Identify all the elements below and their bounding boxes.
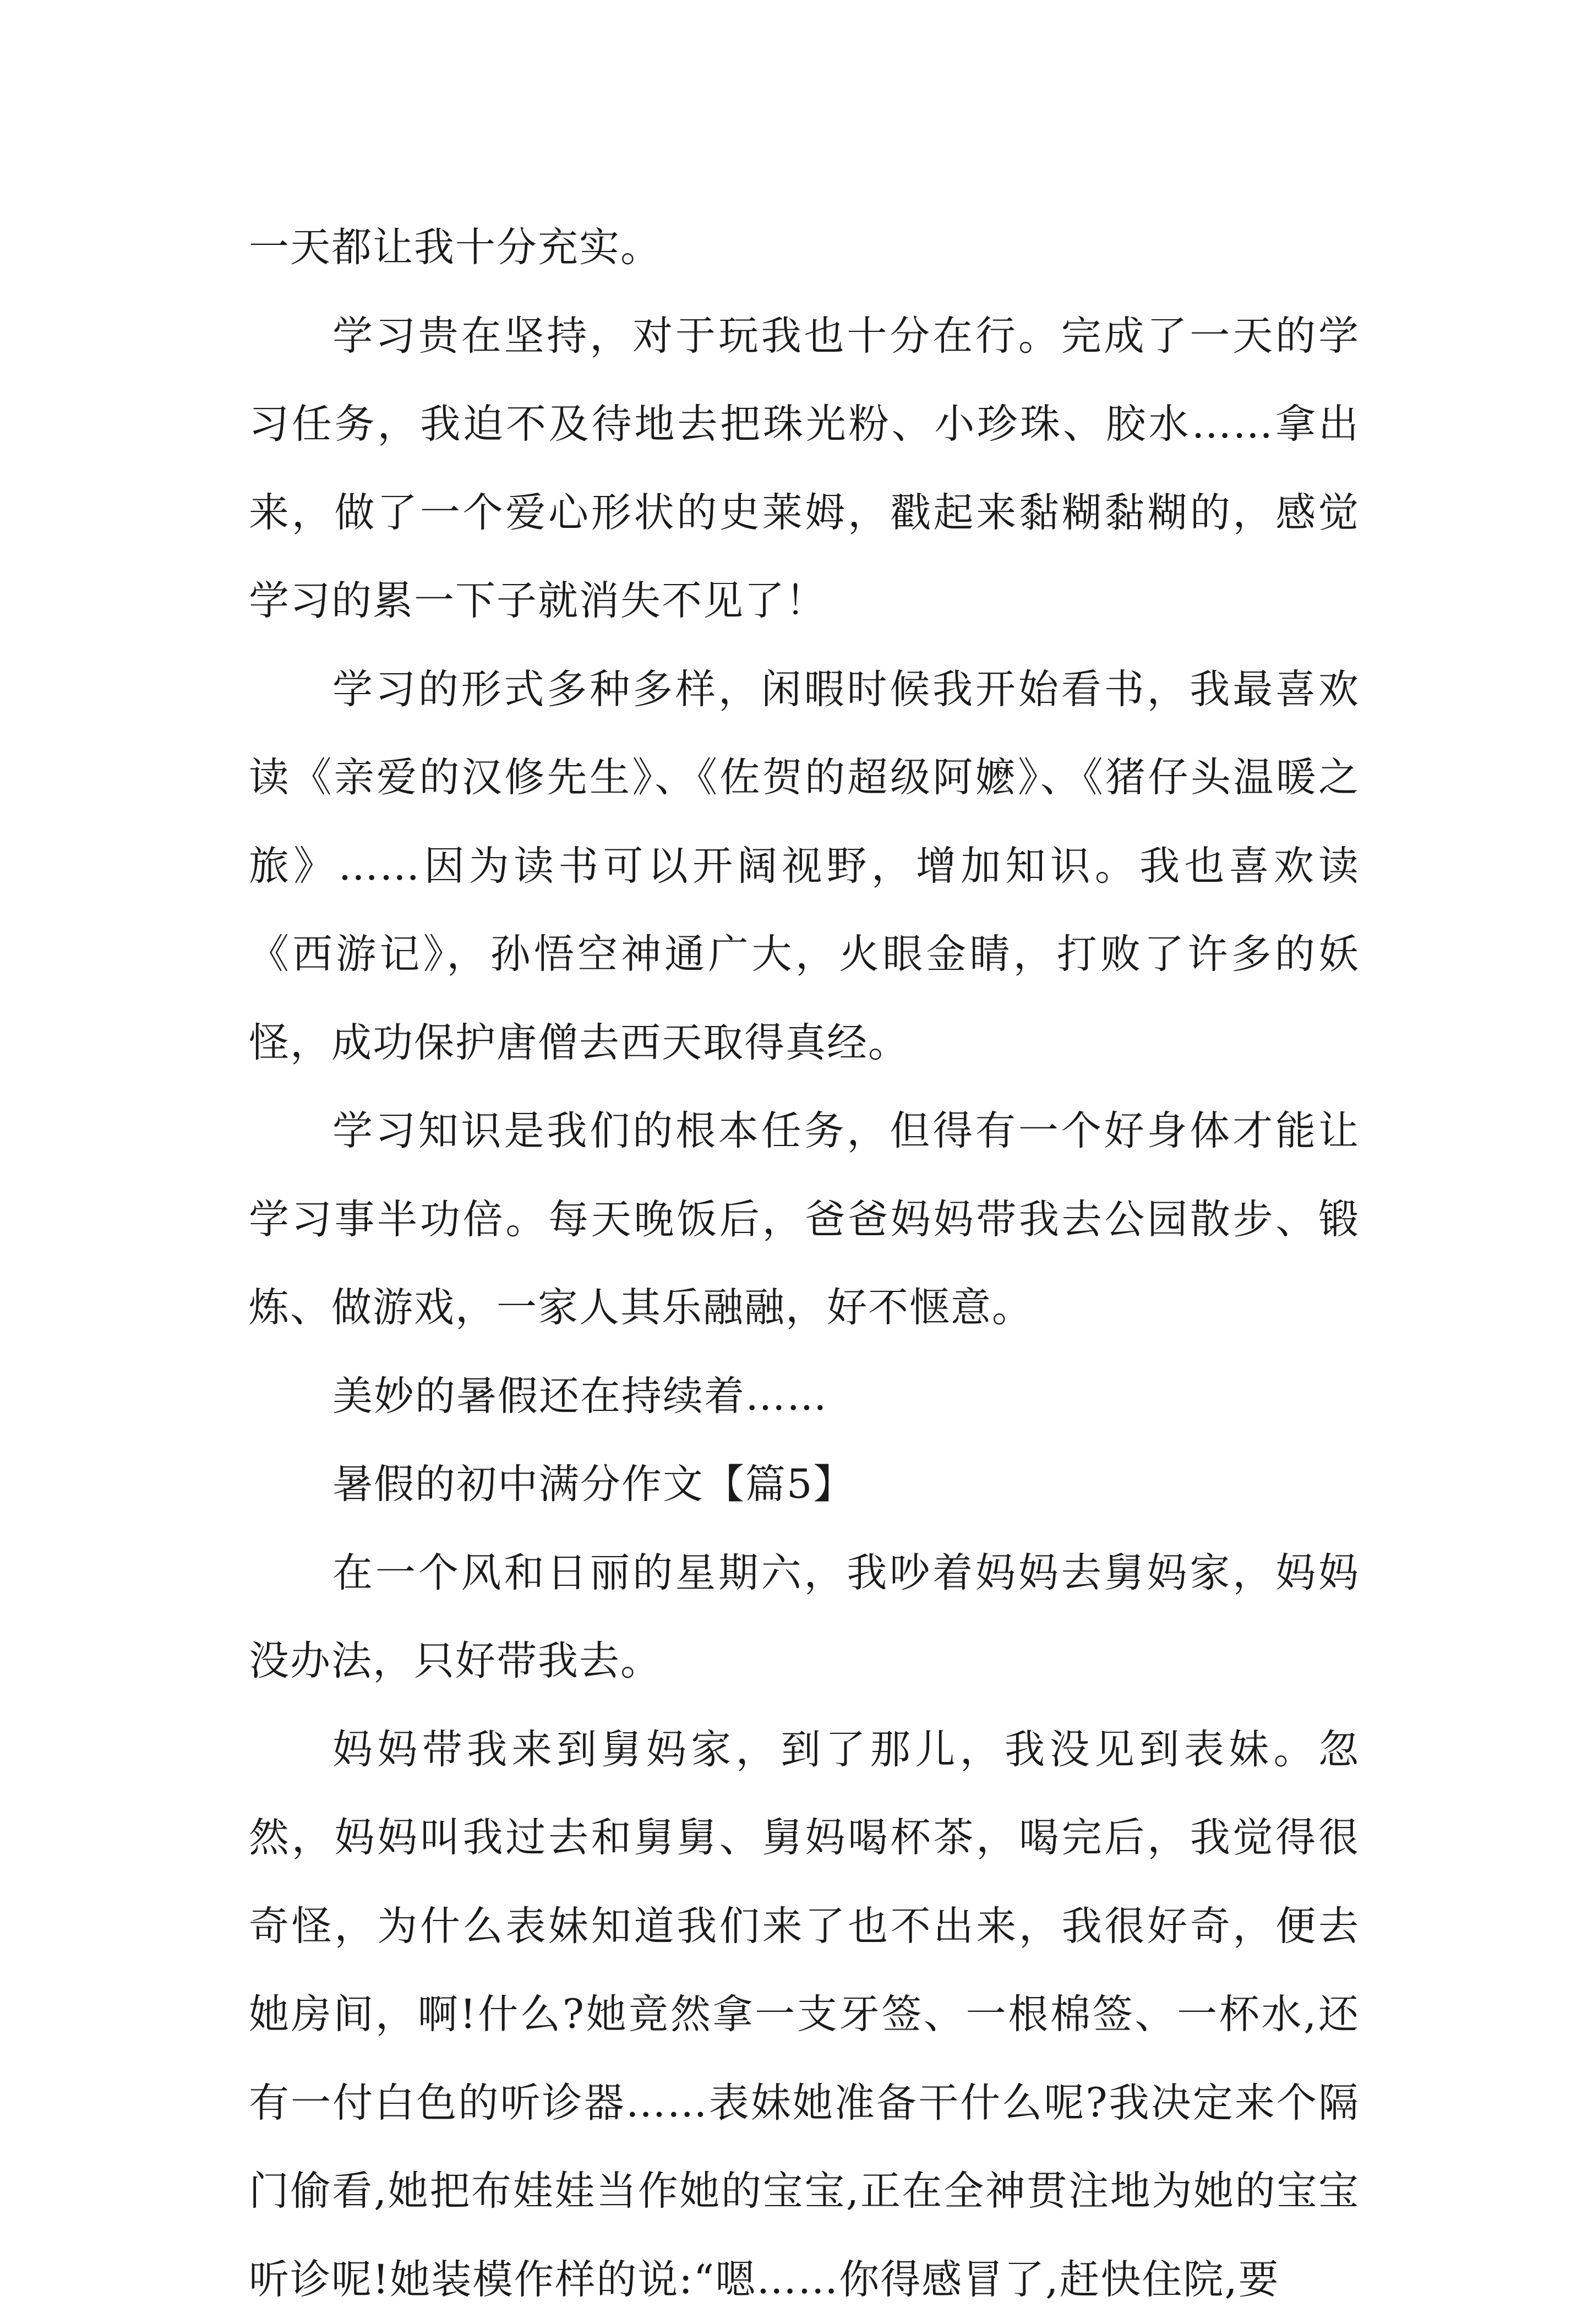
section-heading: 暑假的初中满分作文【篇5】 [249,1441,1360,1529]
essay-body [249,204,1360,2324]
paragraph-cousin: 妈妈带我来到舅妈家，到了那儿，我没见到表妹。忽然，妈妈叫我过去和舅舅、舅妈喝杯茶，喝完后，我觉得很奇怪，为什么表妹知道我们来了也不出来，我很好奇，便去她房间，啊!什么?她竟然拿一支牙签、一根棉签、一杯水,还有一付白色的听诊器……表妹她准备干什么呢?我决定来个隔门偷看,她把布娃娃当作她的宝宝,正在全神贯注地为她的宝宝听诊呢!她装模作样的说:“嗯……你得感冒了,赶快住院,要 [249,1706,1360,2324]
paragraph-saturday: 在一个风和日丽的星期六，我吵着妈妈去舅妈家，妈妈没办法，只好带我去。 [249,1529,1360,1706]
paragraph-exercise: 学习知识是我们的根本任务，但得有一个好身体才能让学习事半功倍。每天晚饭后，爸爸妈妈带我去公园散步、锻炼、做游戏，一家人其乐融融，好不惬意。 [249,1087,1360,1352]
paragraph-continuation: 一天都让我十分充实。 [249,204,1360,292]
paragraph-reading: 学习的形式多种多样，闲暇时候我开始看书，我最喜欢读《亲爱的汉修先生》、《佐贺的超级阿嬷》、《猪仔头温暖之旅》……因为读书可以开阔视野，增加知识。我也喜欢读《西游记》，孙悟空神通广大，火眼金睛，打败了许多的妖怪，成功保护唐僧去西天取得真经。 [249,646,1360,1088]
paragraph-closing: 美妙的暑假还在持续着…… [249,1352,1360,1441]
paragraph-study-and-play: 学习贵在坚持，对于玩我也十分在行。完成了一天的学习任务，我迫不及待地去把珠光粉、小珍珠、胶水……拿出来，做了一个爱心形状的史莱姆，戳起来黏糊黏糊的，感觉学习的累一下子就消失不见了！ [249,292,1360,646]
